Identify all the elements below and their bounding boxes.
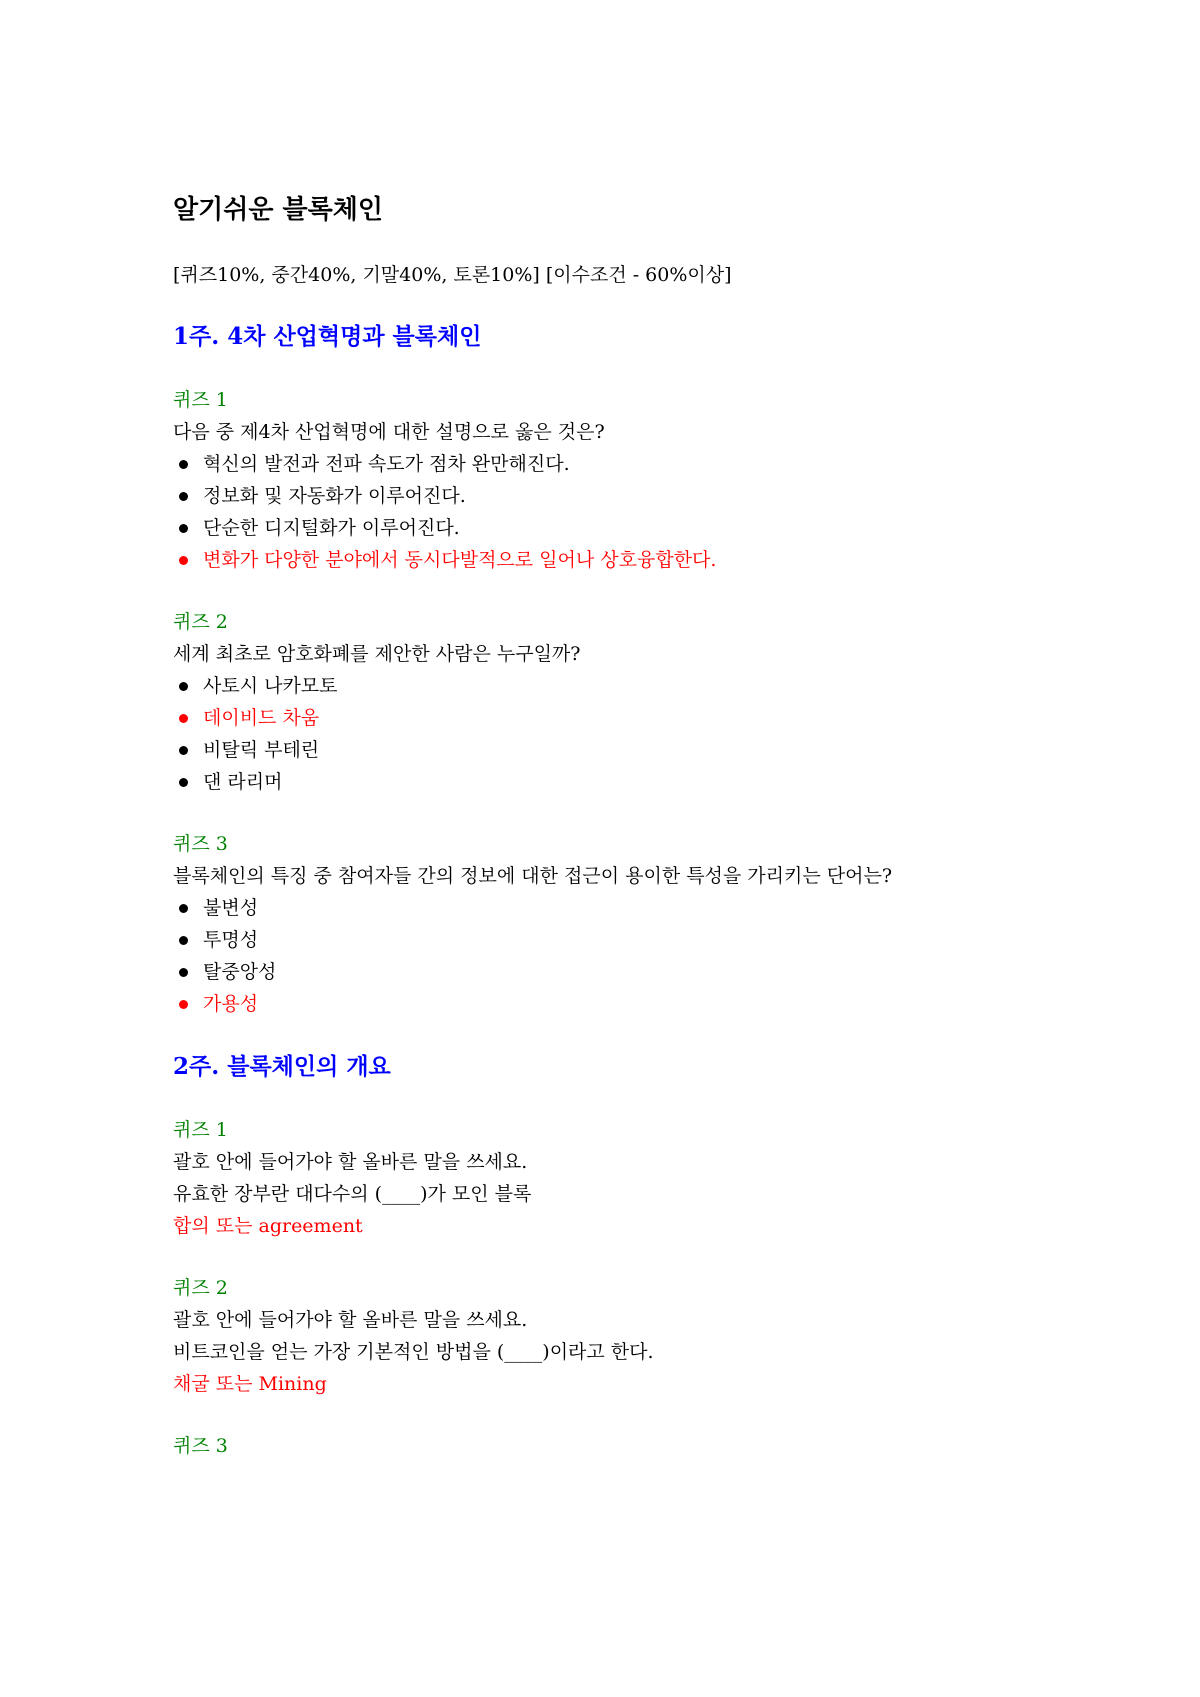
grading-criteria: [퀴즈10%, 중간40%, 기말40%, 토론10%] [이수조건 - 60%이상] [173, 264, 732, 286]
option-list [173, 670, 1133, 798]
option-item [173, 924, 1133, 956]
option-text: 불변성 [203, 897, 259, 919]
quiz-answer: 합의 또는 agreement [173, 1215, 363, 1237]
option-text: 탈중앙성 [203, 961, 277, 983]
quiz-instruction: 괄호 안에 들어가야 할 올바른 말을 쓰세요. [173, 1151, 528, 1173]
option-text: 가용성 [203, 993, 259, 1015]
bullet-icon [179, 714, 188, 723]
document-page [173, 190, 1133, 1462]
option-text: 비탈릭 부테린 [203, 739, 320, 761]
document-title: 알기쉬운 블록체인 [173, 195, 383, 225]
bullet-icon [179, 778, 188, 787]
bullet-icon [179, 556, 188, 565]
quiz-sentence: 비트코인을 얻는 가장 기본적인 방법을 (____)이라고 한다. [173, 1341, 654, 1363]
week-2-section [173, 1050, 1133, 1462]
quiz-label: 퀴즈 3 [173, 1435, 228, 1457]
bullet-icon [179, 746, 188, 755]
option-item [173, 892, 1133, 924]
quiz-label: 퀴즈 2 [173, 1277, 228, 1299]
option-text: 혁신의 발전과 전파 속도가 점차 완만해진다. [203, 453, 570, 475]
quiz-block [173, 1430, 1133, 1462]
bullet-icon [179, 492, 188, 501]
option-item-correct [173, 544, 1133, 576]
quiz-question: 블록체인의 특징 중 참여자들 간의 정보에 대한 접근이 용이한 특성을 가리키는 단어는? [173, 865, 893, 887]
quiz-sentence: 유효한 장부란 대다수의 (____)가 모인 블록 [173, 1183, 532, 1205]
quiz-block [173, 384, 1133, 576]
option-item [173, 766, 1133, 798]
option-item [173, 734, 1133, 766]
quiz-label: 퀴즈 2 [173, 611, 228, 633]
week-1-section [173, 320, 1133, 1020]
option-item-correct [173, 702, 1133, 734]
option-text: 사토시 나카모토 [203, 675, 338, 697]
bullet-icon [179, 524, 188, 533]
quiz-block [173, 606, 1133, 798]
bullet-icon [179, 936, 188, 945]
option-text: 정보화 및 자동화가 이루어진다. [203, 485, 466, 507]
quiz-block [173, 1114, 1133, 1242]
option-text: 데이비드 차움 [203, 707, 320, 729]
option-list [173, 448, 1133, 576]
quiz-answer: 채굴 또는 Mining [173, 1373, 327, 1395]
bullet-icon [179, 1000, 188, 1009]
option-text: 투명성 [203, 929, 259, 951]
bullet-icon [179, 682, 188, 691]
option-list [173, 892, 1133, 1020]
option-text: 단순한 디지털화가 이루어진다. [203, 517, 460, 539]
option-item [173, 956, 1133, 988]
quiz-label: 퀴즈 3 [173, 833, 228, 855]
quiz-block [173, 828, 1133, 1020]
quiz-question: 다음 중 제4차 산업혁명에 대한 설명으로 옳은 것은? [173, 421, 605, 443]
bullet-icon [179, 460, 188, 469]
option-item-correct [173, 988, 1133, 1020]
quiz-block [173, 1272, 1133, 1400]
option-item [173, 448, 1133, 480]
option-item [173, 670, 1133, 702]
option-text: 변화가 다양한 분야에서 동시다발적으로 일어나 상호융합한다. [203, 549, 717, 571]
quiz-question: 세계 최초로 암호화폐를 제안한 사람은 누구일까? [173, 643, 581, 665]
quiz-label: 퀴즈 1 [173, 389, 228, 411]
week-heading: 1주. 4차 산업혁명과 블록체인 [173, 323, 482, 350]
option-item [173, 512, 1133, 544]
quiz-label: 퀴즈 1 [173, 1119, 228, 1141]
bullet-icon [179, 968, 188, 977]
option-item [173, 480, 1133, 512]
bullet-icon [179, 904, 188, 913]
quiz-instruction: 괄호 안에 들어가야 할 올바른 말을 쓰세요. [173, 1309, 528, 1331]
week-heading: 2주. 블록체인의 개요 [173, 1053, 391, 1080]
option-text: 댄 라리머 [203, 771, 283, 793]
